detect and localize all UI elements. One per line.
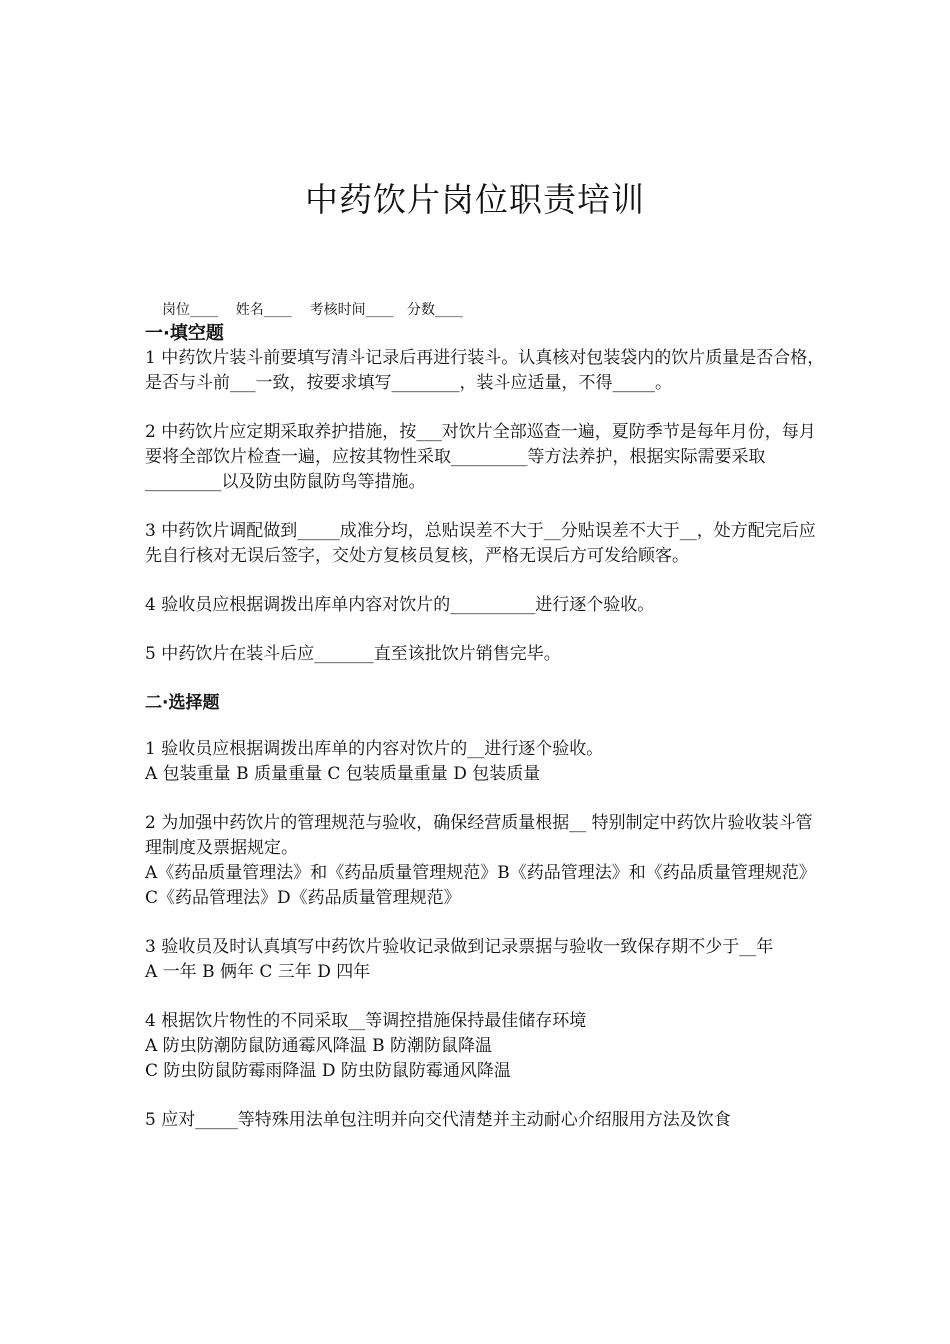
choice-question-2 xyxy=(145,811,825,911)
fill-question-2: 2 中药饮片应定期采取养护措施，按___对饮片全部巡查一遍，夏防季节是每年月份，每月要将全部饮片检查一遍，应按其物性采取_________等方法养护，根据实际需要采取_________以及防虫防鼠防鸟等措施。 xyxy=(145,422,816,492)
fill-question-4: 4 验收员应根据调拨出库单内容对饮片的__________进行逐个验收。 xyxy=(145,595,655,615)
choice-question-stem: 1 验收员应根据调拨出库单的内容对饮片的__进行逐个验收。 xyxy=(145,739,604,759)
choice-options: A 包装重量 B 质量重量 C 包装质量重量 D 包装质量 xyxy=(145,764,541,784)
choice-question-stem: 2 为加强中药饮片的管理规范与验收，确保经营质量根据__ 特别制定中药饮片验收装斗管理制度及票据规定。 xyxy=(145,813,813,858)
fill-question-5: 5 中药饮片在装斗后应_______直至该批饮片销售完毕。 xyxy=(145,644,561,664)
choice-question-5 xyxy=(145,1108,825,1133)
choice-question-stem: 4 根据饮片物性的不同采取__等调控措施保持最佳储存环境 xyxy=(145,1011,587,1031)
choice-question-3 xyxy=(145,935,825,985)
choice-options: A《药品质量管理法》和《药品质量管理规范》B《药品管理法》和《药品质量管理规范》 xyxy=(145,863,816,883)
choice-options: A 一年 B 俩年 C 三年 D 四年 xyxy=(145,962,371,982)
choice-question-stem: 3 验收员及时认真填写中药饮片验收记录做到记录票据与验收一致保存期不少于__年 xyxy=(145,937,774,957)
choice-options: C 防虫防鼠防霉雨降温 D 防虫防鼠防霉通风降温 xyxy=(145,1061,511,1081)
document-title: 中药饮片岗位职责培训 xyxy=(305,180,645,219)
section-title-fill-in: 一·填空题 xyxy=(145,323,224,344)
fill-question-1: 1 中药饮片装斗前要填写清斗记录后再进行装斗。认真核对包装袋内的饮片质量是否合格，是否与斗前___一致，按要求填写________，装斗应适量，不得_____。 xyxy=(145,348,825,393)
choice-question-4 xyxy=(145,1009,825,1084)
choice-question-1 xyxy=(145,737,825,787)
fill-question-3: 3 中药饮片调配做到_____成准分均，总贴误差不大于__分贴误差不大于__，处方配完后应先自行核对无误后签字，交处方复核员复核，严格无误后方可发给顾客。 xyxy=(145,521,816,566)
choice-question-stem: 5 应对_____等特殊用法单包注明并向交代清楚并主动耐心介绍服用方法及饮食 xyxy=(145,1110,731,1130)
choice-options: A 防虫防潮防鼠防通霉风降温 B 防潮防鼠降温 xyxy=(145,1036,492,1056)
section-title-choice: 二·选择题 xyxy=(145,693,220,713)
exam-header-fields: 岗位____ 姓名____ 考核时间____ 分数____ xyxy=(162,302,463,318)
exam-header xyxy=(145,298,825,322)
choice-options: C《药品管理法》D《药品质量管理规范》 xyxy=(145,888,461,908)
document-body xyxy=(145,298,825,1157)
